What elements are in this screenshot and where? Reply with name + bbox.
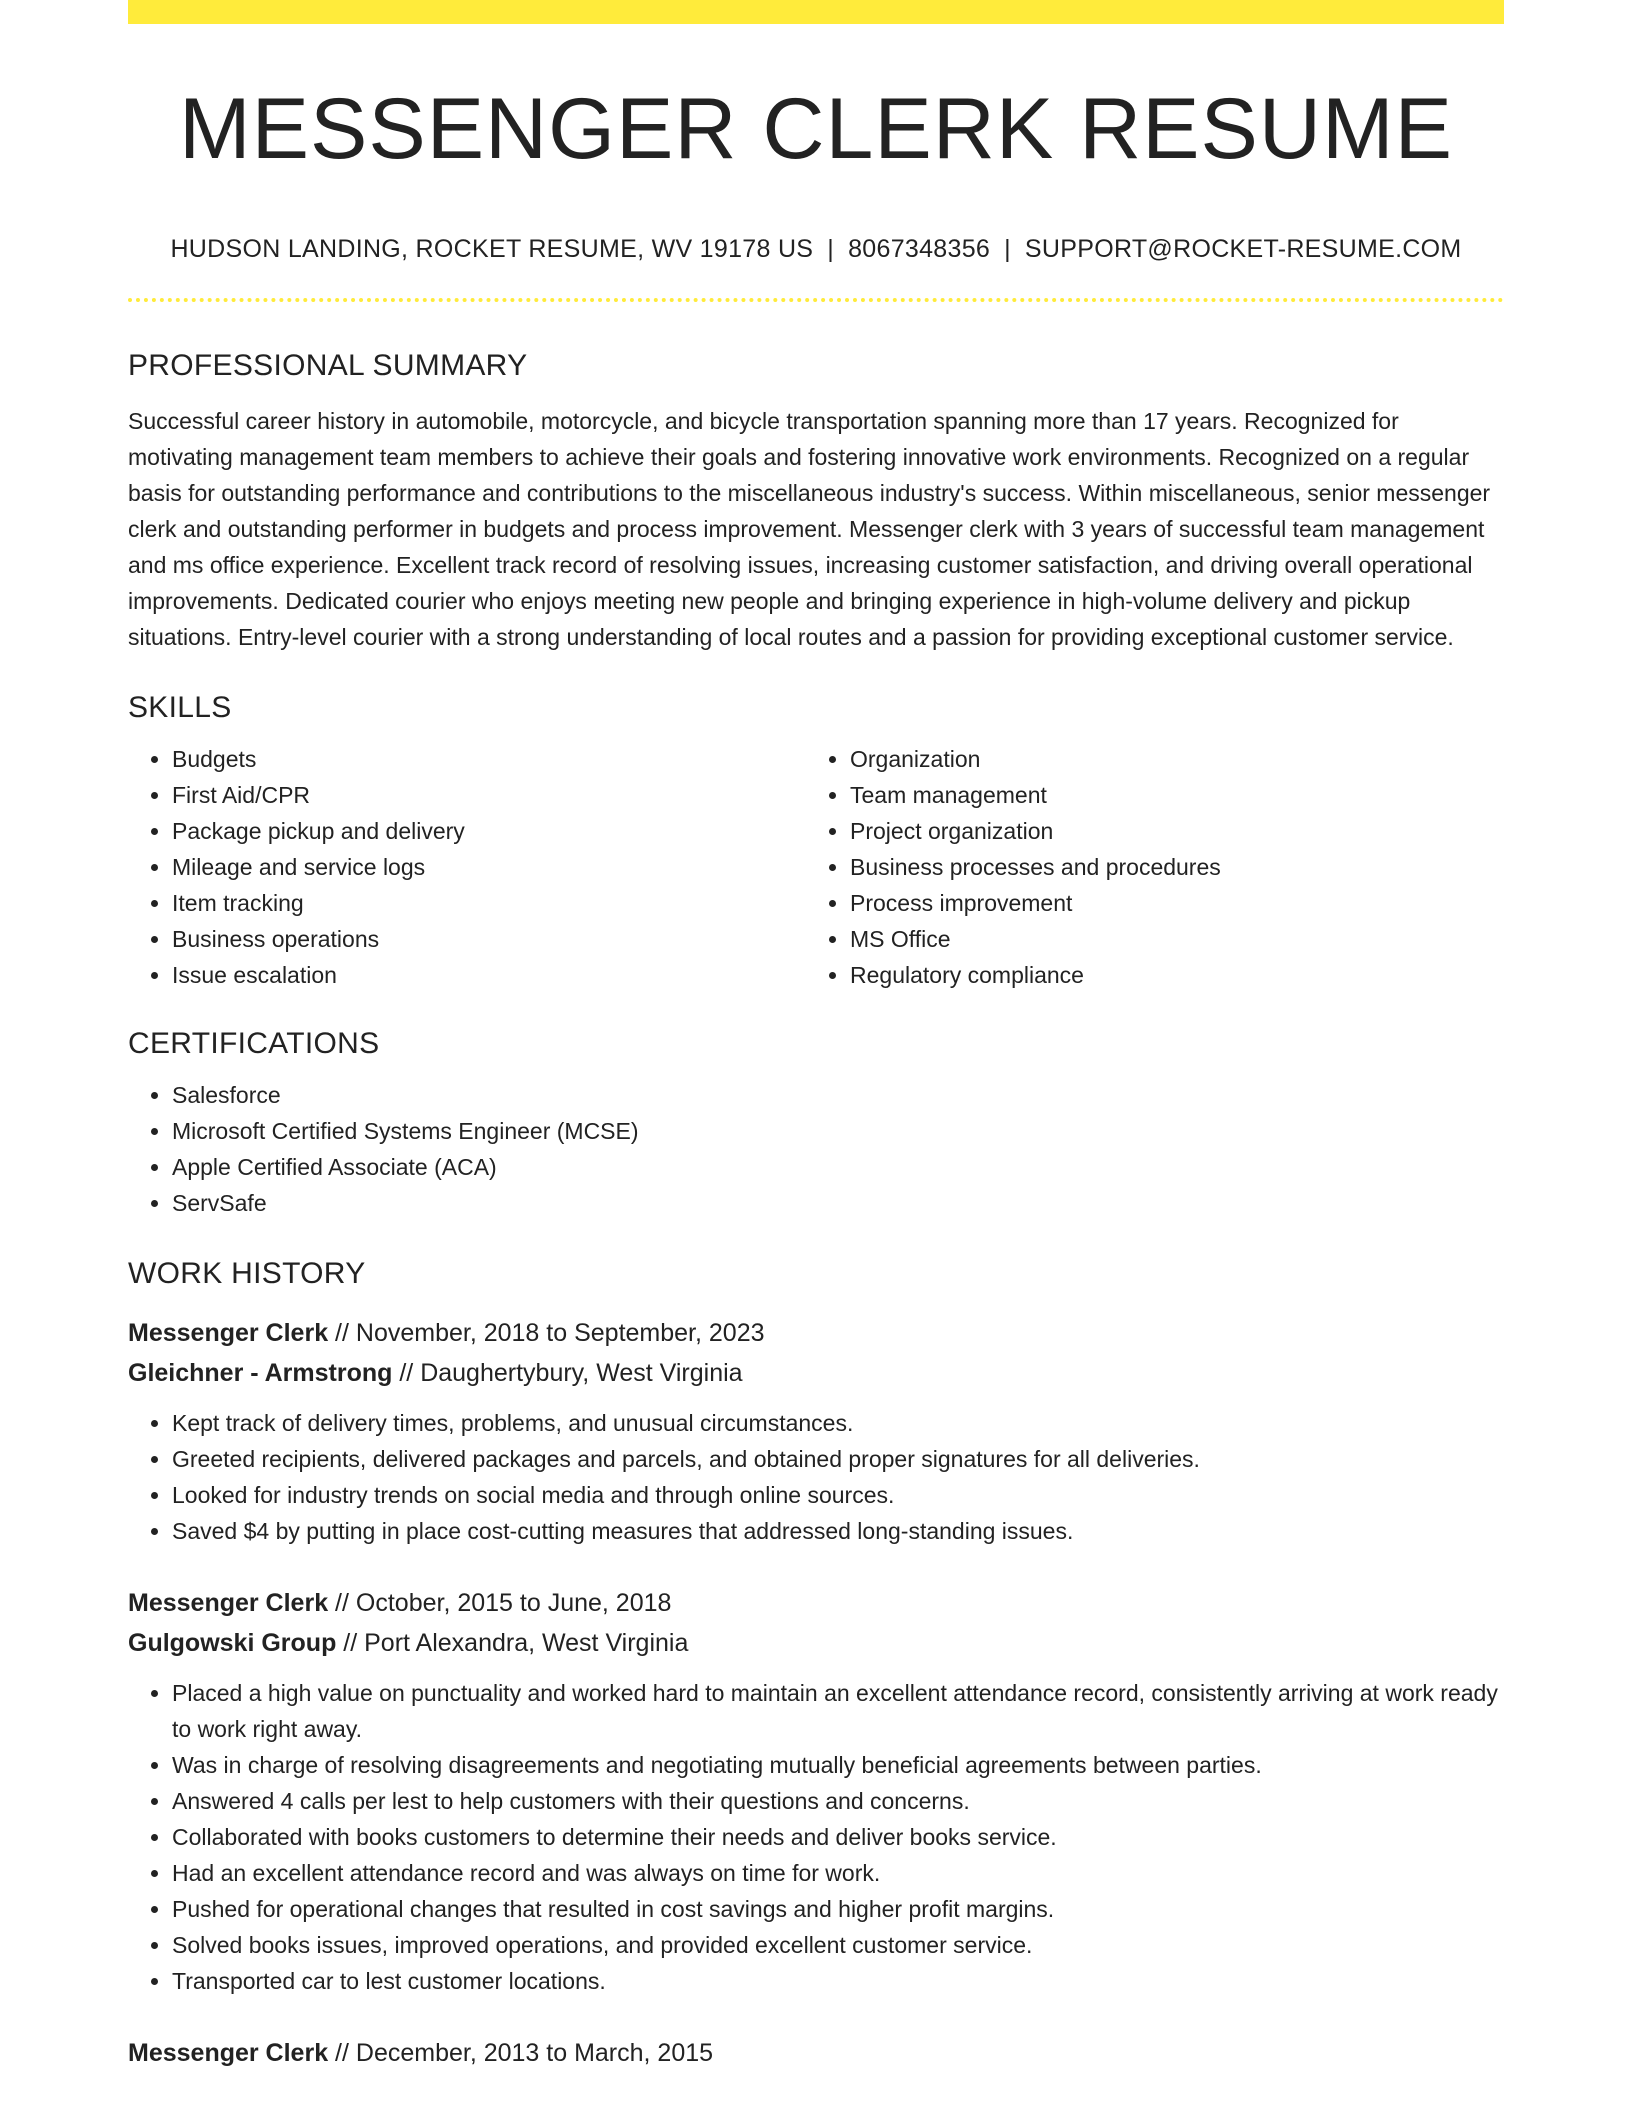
certifications-heading: CERTIFICATIONS [128,1026,380,1060]
summary-heading: PROFESSIONAL SUMMARY [128,348,528,382]
job-entry [128,2033,1504,2073]
skill-item: • Team management [850,777,1484,813]
job-location: // Daughertybury, West Virginia [392,1358,743,1387]
job-title-line [128,2033,1504,2073]
certification-item: • Salesforce [172,1077,1504,1113]
skill-item: • Business operations [172,921,806,957]
job-bullet: • Saved $4 by putting in place cost-cutting measures that addressed long-standing issues. [172,1513,1504,1549]
job-entry [128,1313,1504,1549]
job-bullets [128,1405,1504,1549]
contact-separator: | [827,234,835,263]
skills-list [128,741,1504,993]
resume-page [128,0,1504,2073]
page-title: MESSENGER CLERK RESUME [178,81,1454,177]
job-bullet: • Answered 4 calls per lest to help customers with their questions and concerns. [172,1783,1504,1819]
certification-item: • Microsoft Certified Systems Engineer (MCSE) [172,1113,1504,1149]
work-history-heading: WORK HISTORY [128,1256,366,1290]
job-title: Messenger Clerk [128,1588,329,1617]
skills-column-right [806,741,1484,993]
contact-line [128,235,1504,264]
job-title: Messenger Clerk [128,1318,329,1347]
job-bullet: • Greeted recipients, delivered packages and parcels, and obtained proper signatures for all deliveries. [172,1441,1504,1477]
skill-item: • Organization [850,741,1484,777]
job-dates: // October, 2015 to June, 2018 [328,1588,672,1617]
job-bullet: • Was in charge of resolving disagreements and negotiating mutually beneficial agreements between parties. [172,1747,1504,1783]
job-bullet: • Looked for industry trends on social media and through online sources. [172,1477,1504,1513]
summary-text: Successful career history in automobile, motorcycle, and bicycle transportation spanning more than 17 years. Recognized for motivating management team members to achieve their goals and fostering innovative work environments. Recognized on a regular basis for outstanding performance and contributions to the miscellaneous industry's success. Within miscellaneous, senior messenger clerk and outstanding performer in budgets and process improvement. Messenger clerk with 3 years of successful team management and ms office experience. Excellent track record of resolving issues, increasing customer satisfaction, and driving overall operational improvements. Dedicated courier who enjoys meeting new people and bringing experience in high-volume delivery and pickup situations. Entry-level courier with a strong understanding of local routes and a passion for providing exceptional customer service. [128,407,1491,650]
job-bullets [128,1675,1504,1999]
job-bullet: • Had an excellent attendance record and was always on time for work. [172,1855,1504,1891]
job-company-line [128,1353,1504,1393]
contact-email: SUPPORT@ROCKET-RESUME.COM [1024,234,1462,263]
skill-item: • Process improvement [850,885,1484,921]
skill-item: • Project organization [850,813,1484,849]
contact-phone: 8067348356 [848,234,991,263]
certifications-list [128,1077,1504,1221]
skill-item: • Package pickup and delivery [172,813,806,849]
job-location: // Port Alexandra, West Virginia [336,1628,689,1657]
dotted-divider [128,298,1504,302]
contact-separator: | [1004,234,1011,263]
job-bullet: • Solved books issues, improved operations, and provided excellent customer service. [172,1927,1504,1963]
skill-item: • Business processes and procedures [850,849,1484,885]
job-entry [128,1583,1504,1999]
skill-item: • Issue escalation [172,957,806,993]
job-company: Gleichner - Armstrong [128,1358,393,1387]
job-bullet: • Pushed for operational changes that resulted in cost savings and higher profit margins. [172,1891,1504,1927]
skill-item: • First Aid/CPR [172,777,806,813]
skills-column-left [128,741,806,993]
job-title: Messenger Clerk [128,2038,329,2067]
accent-top-bar [128,0,1504,24]
job-bullet: • Collaborated with books customers to determine their needs and deliver books service. [172,1819,1504,1855]
skill-item: • Regulatory compliance [850,957,1484,993]
certifications-bullets [128,1077,1504,1221]
job-bullet: • Transported car to lest customer locations. [172,1963,1504,1999]
certification-item: • ServSafe [172,1185,1504,1221]
job-company: Gulgowski Group [128,1628,337,1657]
skill-item: • Budgets [172,741,806,777]
job-title-line [128,1583,1504,1623]
job-title-line [128,1313,1504,1353]
certification-item: • Apple Certified Associate (ACA) [172,1149,1504,1185]
job-bullet: • Kept track of delivery times, problems, and unusual circumstances. [172,1405,1504,1441]
job-dates: // December, 2013 to March, 2015 [328,2038,714,2067]
skill-item: • Item tracking [172,885,806,921]
job-company-line [128,1623,1504,1663]
contact-address: HUDSON LANDING, ROCKET RESUME, WV 19178 US [170,234,814,263]
job-bullet: • Placed a high value on punctuality and worked hard to maintain an excellent attendance record, consistently arriving at work ready to work right away. [172,1675,1504,1747]
skill-item: • MS Office [850,921,1484,957]
skills-heading: SKILLS [128,690,232,724]
job-dates: // November, 2018 to September, 2023 [328,1318,765,1347]
skill-item: • Mileage and service logs [172,849,806,885]
